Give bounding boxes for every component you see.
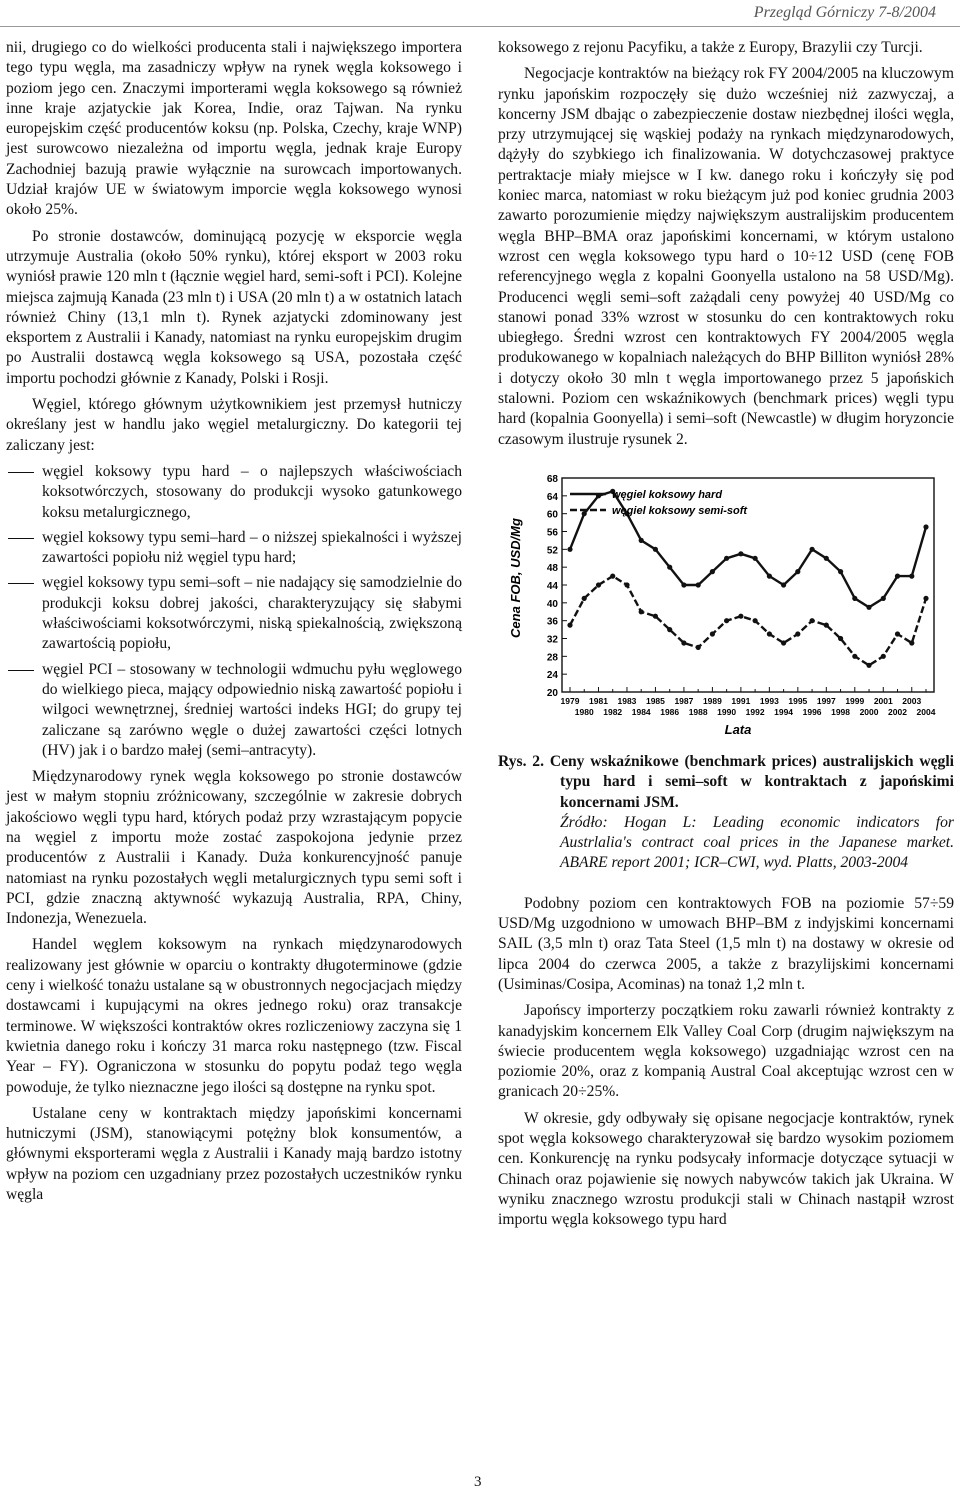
y-tick-label: 28 <box>546 652 558 664</box>
data-point <box>824 556 829 561</box>
paragraph: W okresie, gdy odbywały się opisane negocjacje kontraktów, rynek spot węgla koksowego charakteryzował się bardzo wysokim poziomem cen. Konkurencję na rynku podsycały informacje dotyczące sytuacji w Chinach oraz pojawienie się nowych nabywców takich jak Ukraina. W wyniku znacznego wzrostu produkcji stali w Chinach nastąpił wzrost importu węgla koksowego typu hard <box>498 1109 954 1229</box>
x-tick-label: 2002 <box>888 706 907 717</box>
data-point <box>767 631 772 636</box>
x-tick-label: 1997 <box>816 695 836 706</box>
data-point <box>710 569 715 574</box>
data-point <box>582 596 587 601</box>
list-item-text: węgiel koksowy typu semi–soft – nie nadający się samodzielnie do produkcji koksu dobrej jakości, charakteryzujący się słabymi właściwościami koksotwórczymi, niską spiekalnością, zwiększoną zawartością popiołu, <box>42 574 462 653</box>
data-point <box>909 640 914 645</box>
data-point <box>795 631 800 636</box>
x-tick-label: 1981 <box>589 695 608 706</box>
x-tick-label: 1982 <box>603 706 623 717</box>
data-point <box>596 582 601 587</box>
data-point <box>738 551 743 556</box>
paragraph: koksowego z rejonu Pacyfiku, a także z Europy, Brazylii czy Turcji. <box>498 39 923 56</box>
y-axis-label: Cena FOB, USD/Mg <box>508 517 523 638</box>
data-point <box>781 582 786 587</box>
dash-bullet-icon <box>8 583 34 584</box>
paragraph: Węgiel, którego głównym użytkownikiem jest przemysł hutniczy określany jest w handlu jako węgiel metalurgiczny. Do kategorii tej zaliczany jest: <box>6 396 462 454</box>
data-point <box>653 547 658 552</box>
x-tick-label: 1991 <box>731 695 751 706</box>
paragraph: Po stronie dostawców, dominującą pozycję w eksporcie węgla utrzymuje Australia (około 50% rynku), której eksport w 2003 roku wyniósł prawie 120 mln t (łącznie węgiel hard, semi-soft i PCI). Kolejne miejsca zajmują Kanada (23 mln t) i USA (20 mln t) a w ostatnich latach również Chiny (13,1 mln t). Rynek azjatycki zdominowany jest eksportem z Australii i Kanady, natomiast na rynku europejskim drugim po Australii dostawcą węgla koksowego są USA, pozostała część importu pochodzi głównie z Kanady, Polski i Rosji. <box>6 227 462 387</box>
benchmark-price-chart <box>506 468 946 738</box>
data-point <box>681 582 686 587</box>
data-point <box>767 573 772 578</box>
x-tick-label: 1998 <box>831 706 851 717</box>
y-tick-label: 40 <box>546 598 558 610</box>
chart-svg <box>506 468 946 738</box>
data-point <box>681 640 686 645</box>
data-point <box>582 511 587 516</box>
data-point <box>895 631 900 636</box>
list-item-text: węgiel koksowy typu hard – o najlepszych właściwościach koksotwórczych, stosowany do produkcji wysoko gatunkowego koksu metalurgicznego, <box>42 462 462 521</box>
data-point <box>881 596 886 601</box>
header-divider <box>0 26 960 27</box>
x-tick-label: 1986 <box>660 706 680 717</box>
data-point <box>710 631 715 636</box>
data-point <box>639 538 644 543</box>
x-tick-label: 1996 <box>802 706 822 717</box>
data-point <box>724 556 729 561</box>
x-tick-label: 1995 <box>788 695 808 706</box>
series-line <box>570 576 926 665</box>
data-point <box>852 596 857 601</box>
y-tick-labels <box>547 474 567 699</box>
data-point <box>738 614 743 619</box>
dash-bullet-icon <box>8 670 34 671</box>
x-tick-label: 2000 <box>859 706 879 717</box>
paragraph: Podobny poziom cen kontraktowych FOB na poziomie 57÷59 USD/Mg uzgodniono w umowach BHP–BM z indyjskimi koncernami SAIL (3,5 mln t) oraz Tata Steel (1,5 mln t) na dostawy w okresie od lipca 2004 do czerwca 2005, a także z brazylijskimi koncernami (Usiminas/Cosipa, Acominas) na tonaż 1,2 mln t. <box>498 894 954 993</box>
data-point <box>838 569 843 574</box>
paragraph: nii, drugiego co do wielkości producenta stali i największego importera tego typu węgla, ma zasadniczy wpływ na rynek węgla koksowego i poziom jego cen. Znaczymi importerami węgla koksowego są również inne kraje azjatyckie jak Korea, Indie, oraz Tajwan. Na rynku europejskim część producentów koksu (np. Polska, Czechy, kraje WNP) jest surowcowo niezależna od importu węgla, jednak kraje Europy Zachodniej bazują prawie wyłącznie na surowcach importowanych. Udział krajów UE w światowym imporcie węgla koksowego wynosi około 25%. <box>6 39 462 219</box>
data-point <box>824 622 829 627</box>
data-point <box>567 622 572 627</box>
data-point <box>653 614 658 619</box>
x-tick-label: 1988 <box>688 706 708 717</box>
data-point <box>838 636 843 641</box>
y-tick-label: 20 <box>546 687 558 699</box>
x-tick-label: 1992 <box>745 706 765 717</box>
data-point <box>667 565 672 570</box>
y-tick-label: 32 <box>546 634 558 646</box>
paragraph: Japońscy importerzy początkiem roku zawarli również kontrakty z kanadyjskim koncernem Elk Valley Coal Corp (drugim największym na świecie producentem węgla koksowego) uzgadniając wzrost cen na poziomie 20%, oraz z kompanią Austral Coal akceptując wzrost cen w granicach 20÷25%. <box>498 1002 954 1101</box>
y-tick-label: 64 <box>546 491 558 503</box>
chart-legend <box>570 489 748 517</box>
x-tick-label: 1999 <box>845 695 865 706</box>
x-tick-label: 1989 <box>702 695 722 706</box>
list-item <box>6 528 462 569</box>
data-point <box>610 573 615 578</box>
list-item-text: węgiel koksowy typu semi–hard – o niższej spiekalności i wyższej zawartości popiołu niż węgiel typu hard; <box>42 528 462 567</box>
list-item <box>6 660 462 761</box>
x-tick-label: 1980 <box>574 706 594 717</box>
data-point <box>866 663 871 668</box>
dash-bullet-icon <box>8 538 34 539</box>
page-number: 3 <box>474 1474 482 1490</box>
x-tick-label: 1985 <box>645 695 665 706</box>
data-point <box>724 618 729 623</box>
left-column <box>6 38 462 1211</box>
data-point <box>810 618 815 623</box>
data-point <box>667 627 672 632</box>
x-tick-label: 1994 <box>774 706 794 717</box>
data-point <box>881 654 886 659</box>
list-item <box>6 462 462 523</box>
y-tick-label: 56 <box>546 527 558 539</box>
figure-caption <box>498 752 954 874</box>
paragraph: Ustalane ceny w kontraktach między japońskimi koncernami hutniczymi (JSM), stanowiącymi potężny blok konsumentów, a głównymi eksporterami węgla z Australii i Kanady mają bardzo istotny wpływ na poziom cen uzgadniany przez pozostałych uczestników rynku węgla <box>6 1104 462 1204</box>
x-tick-label: 2004 <box>916 706 936 717</box>
x-tick-label: 2001 <box>873 695 893 706</box>
data-point <box>923 524 928 529</box>
data-point <box>567 547 572 552</box>
paragraph: Międzynarodowy rynek węgla koksowego po stronie dostawców jest w małym stopniu zróżnicowany, szczególnie w zakresie dobrych jakościowo węgli typu hard, których podaż przy wzrastającym popycie na węgiel z importu może zostać zaspokojona jedynie przez producentów z Australii i Kanady. Duża konkurencyjność panuje natomiast na rynku pozostałych węgli metalurgicznych typu semi soft i PCI, gdzie znaczną aktywność wykazują Australia, RPA, Chiny, Indonezja, Wenezuela. <box>6 768 462 928</box>
caption-source: Źródło: Hogan L: Leading economic indicators for Austrlalia's contract coal prices in the Japanese market. ABARE report 2001; ICR–CWI, wyd. Platts, 2003-2004 <box>560 813 954 872</box>
caption-number: Rys. 2. <box>498 752 544 770</box>
list-item <box>6 573 462 654</box>
dash-bullet-icon <box>8 472 34 473</box>
data-point <box>753 618 758 623</box>
y-tick-label: 24 <box>546 670 558 682</box>
coal-category-list <box>6 462 462 761</box>
x-tick-label: 1993 <box>759 695 779 706</box>
y-tick-label: 60 <box>546 509 558 521</box>
y-tick-label: 44 <box>546 580 558 592</box>
data-point <box>810 547 815 552</box>
data-point <box>909 573 914 578</box>
data-point <box>624 582 629 587</box>
y-tick-label: 48 <box>546 563 558 575</box>
x-tick-label: 2003 <box>902 695 922 706</box>
paragraph: Handel węglem koksowym na rynkach międzynarodowych realizowany jest głównie w oparciu o kontrakty długoterminowe (gdzie ceny i wielkość tonażu ustalane są w obustronnych negocjacjach między dostawcami i kupującymi na okres jednego roku) oraz transakcje terminowe. W większości kontraktów okres rozliczeniowy zaczyna się 1 kwietnia danego roku i kończy 31 marca roku następnego (tzw. Fiscal Year – FY). Ograniczona w stosunku do popytu podaż tego węgla powoduje, że tylko nieznaczne jego ilości są dostępne na rynku spot. <box>6 936 462 1096</box>
y-tick-label: 36 <box>546 616 558 628</box>
x-tick-label: 1983 <box>617 695 637 706</box>
x-tick-label: 1984 <box>631 706 651 717</box>
right-column <box>498 38 954 1236</box>
data-point <box>639 609 644 614</box>
data-point <box>895 573 900 578</box>
x-axis-label: Lata <box>724 721 752 737</box>
data-point <box>753 556 758 561</box>
caption-title: Ceny wskaźnikowe (benchmark prices) australijskich węgli typu hard i semi–soft w kontraktach z japońskimi koncernami JSM. <box>549 752 955 811</box>
data-point <box>781 640 786 645</box>
legend-label: węgiel koksowy hard <box>612 488 723 501</box>
x-tick-label: 1987 <box>674 695 694 706</box>
data-point <box>795 569 800 574</box>
legend-label: węgiel koksowy semi-soft <box>612 504 748 517</box>
data-point <box>866 605 871 610</box>
list-item-text: węgiel PCI – stosowany w technologii wdmuchu pyłu węglowego do wielkiego pieca, mający odpowiednio niską zawartość popiołu i wilgoci wewnętrznej, średniej wartości indeks HGI; do grupy tej zaliczane są zarówno węgle o dużej zawartości części lotnych (HV) jak i o bardzo małej (semi–antracyty). <box>42 660 462 759</box>
data-point <box>696 645 701 650</box>
data-point <box>852 654 857 659</box>
journal-header: Przegląd Górniczy 7-8/2004 <box>753 4 936 21</box>
paragraph: Negocjacje kontraktów na bieżący rok FY 2004/2005 na kluczowym rynku japońskim rozpoczęły się dużo wcześniej niż zazwyczaj, a koncerny JSM dbając o zabezpieczenie dostaw niezbędnej ilości węgla, przy utrzymującej się wąskiej podaży na rynkach międzynarodowych, dążyły do szybkiego ich finalizowania. W dotychczasowej praktyce pertraktacje miały miejsce w I kw. danego roku i kończyły się pod koniec marca, natomiast w roku bieżącym już pod koniec grudnia 2003 zawarto porozumienie między największym australijskim producentem węgla BHP–BMA oraz japońskimi koncernami, w którym ustalono wzrost cen węgla koksowego typu hard o 10÷12 USD (cenę FOB referencyjnego węgla z kopalni Goonyella ustalono na 58 USD/Mg). Producenci węgli semi–soft zażądali ceny powyżej 40 USD/Mg co stanowi ponad 33% wzrost w stosunku do cen kontraktowych roku ubiegłego. Średni wzrost cen kontraktowych FY 2004/2005 węgla produkowanego w kopalniach należących do BHP Billiton wyniósł 28% i dotyczy około 30 mln t węgla importowanego przez 5 japońskich stalowni. Poziom cen wskaźnikowych (benchmark prices) węgli typu hard (kopalnia Goonyella) i semi–soft (Newcastle) w długim horyzoncie czasowym ilustruje rysunek 2. <box>498 65 954 448</box>
x-tick-label: 1979 <box>560 695 580 706</box>
data-point <box>923 596 928 601</box>
x-tick-label: 1990 <box>717 706 737 717</box>
y-tick-label: 68 <box>546 473 558 485</box>
data-point <box>696 582 701 587</box>
y-tick-label: 52 <box>546 545 558 557</box>
